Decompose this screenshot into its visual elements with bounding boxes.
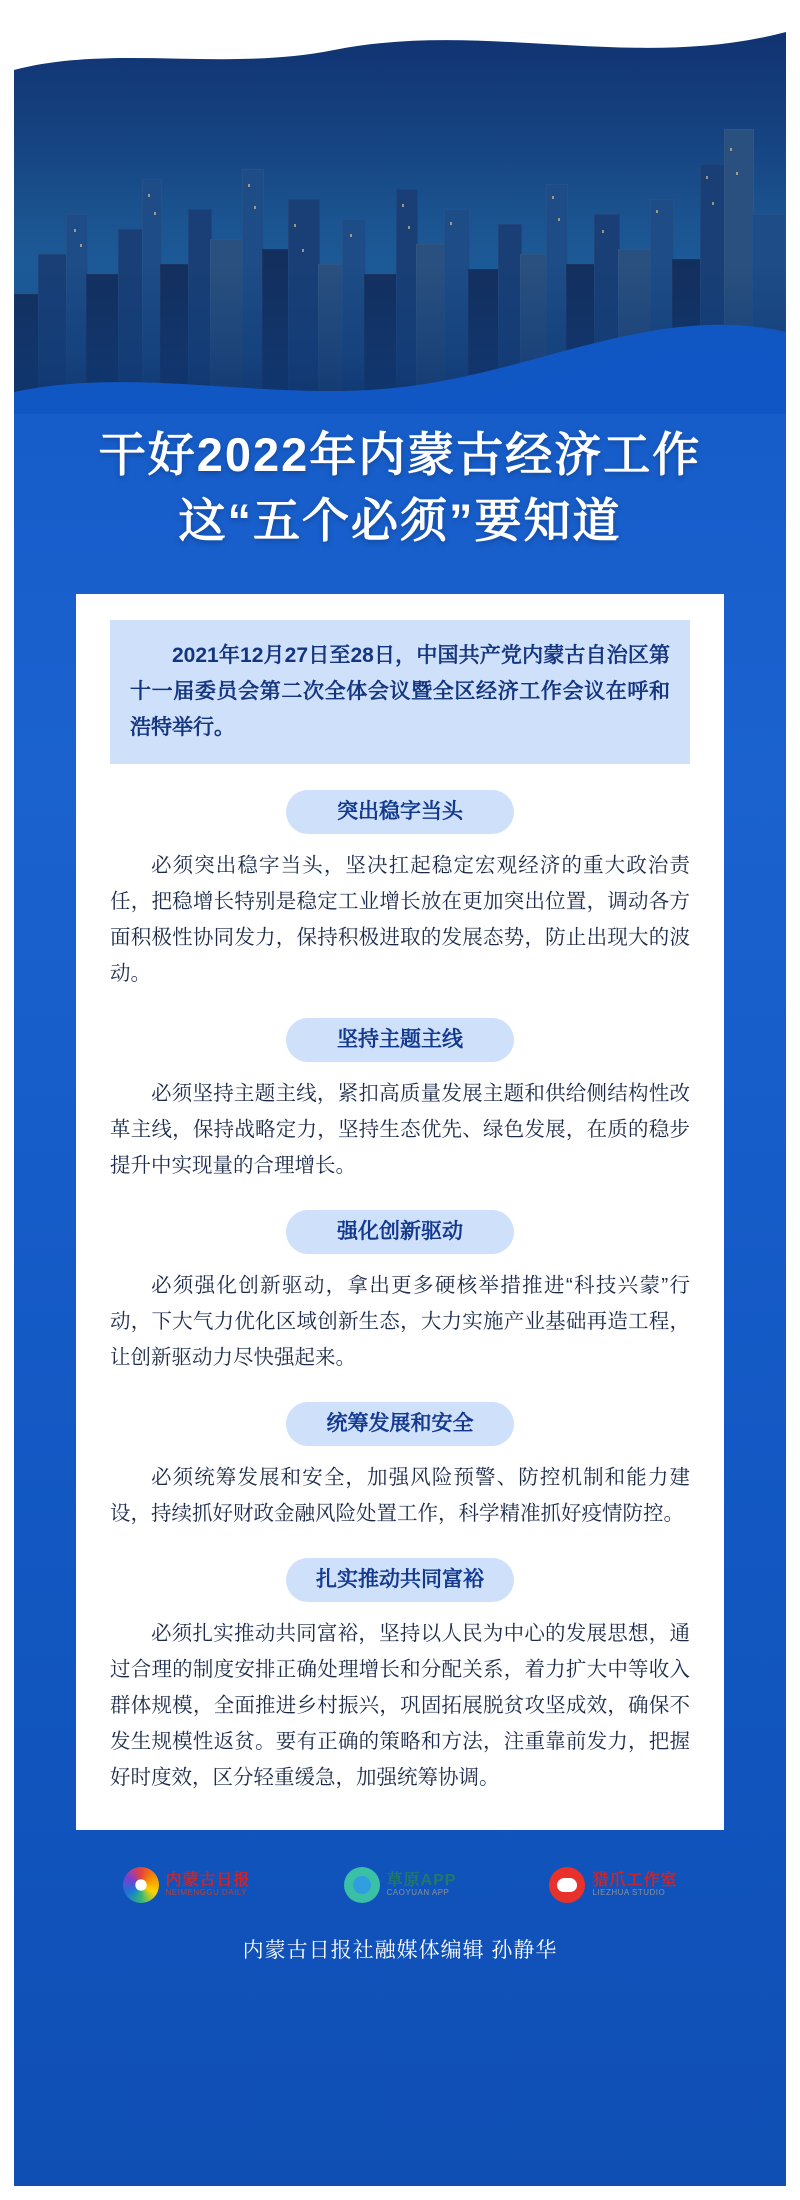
section-pill-5: 扎实推动共同富裕 (286, 1558, 514, 1602)
footer-logo-row (76, 1848, 724, 1922)
section-pill-3: 强化创新驱动 (286, 1210, 514, 1254)
logo-liezhua-studio (549, 1867, 677, 1903)
city-photo-banner (14, 14, 786, 414)
logo-inner-mongolia-daily (123, 1867, 251, 1903)
logo-label-1: 内蒙古日报 (165, 1871, 251, 1889)
rainbow-circle-icon (123, 1867, 159, 1903)
section-text-2: 必须坚持主题主线，紧扣高质量发展主题和供给侧结构性改革主线，保持战略定力，坚持生态优先、绿色发展，在质的稳步提升中实现量的合理增长。 (110, 1082, 690, 1177)
logo-sublabel-3: LIEZHUA STUDIO (592, 1888, 666, 1898)
lead-paragraph (110, 620, 690, 764)
section-pill-4: 统筹发展和安全 (286, 1402, 514, 1446)
section-text-5: 必须扎实推动共同富裕，坚持以人民为中心的发展思想，通过合理的制度安排正确处理增长和分配关系，着力扩大中等收入群体规模，全面推进乡村振兴，巩固拓展脱贫攻坚成效，确保不发生规模性返贫。要有正确的策略和方法，注重靠前发力，把握好时度效，区分轻重缓急，加强统筹协调。 (110, 1622, 690, 1789)
logo-label-2: 草原APP (386, 1871, 457, 1889)
headline-line-2: 这“五个必须”要知道 (178, 494, 622, 547)
logo-grassland-app (344, 1867, 457, 1903)
section-text-3: 必须强化创新驱动，拿出更多硬核举措推进“科技兴蒙”行动，下大气力优化区域创新生态，大力实施产业基础再造工程，让创新驱动力尽快强起来。 (110, 1274, 690, 1369)
wave-bottom-decoration (14, 296, 786, 414)
section-text-1: 必须突出稳字当头，坚决扛起稳定宏观经济的重大政治责任，把稳增长特别是稳定工业增长放在更加突出位置，调动各方面积极性协同发力，保持积极进取的发展态势，防止出现大的波动。 (110, 854, 690, 985)
blue-frame (14, 14, 786, 2186)
logo-sublabel-1: NEIMENGGU DAILY (165, 1888, 248, 1898)
editor-credit: 内蒙古日报社融媒体编辑 孙静华 (242, 1939, 558, 1962)
logo-label-3: 猎爪工作室 (592, 1871, 678, 1889)
weibo-icon (549, 1867, 585, 1903)
page-title (14, 422, 786, 554)
headline-line-1: 干好2022年内蒙古经济工作 (98, 428, 702, 481)
wave-top-decoration (14, 14, 786, 104)
logo-sublabel-2: CAOYUAN APP (386, 1888, 450, 1898)
lead-text: 2021年12月27日至28日，中国共产党内蒙古自治区第十一届委员会第二次全体会议暨全区经济工作会议在呼和浩特举行。 (130, 644, 670, 739)
section-text-4: 必须统筹发展和安全，加强风险预警、防控机制和能力建设，持续抓好财政金融风险处置工作，科学精准抓好疫情防控。 (110, 1466, 690, 1525)
grassland-app-icon (344, 1867, 380, 1903)
section-pill-2: 坚持主题主线 (286, 1018, 514, 1062)
content-card (76, 594, 724, 1830)
section-pill-1: 突出稳字当头 (286, 790, 514, 834)
